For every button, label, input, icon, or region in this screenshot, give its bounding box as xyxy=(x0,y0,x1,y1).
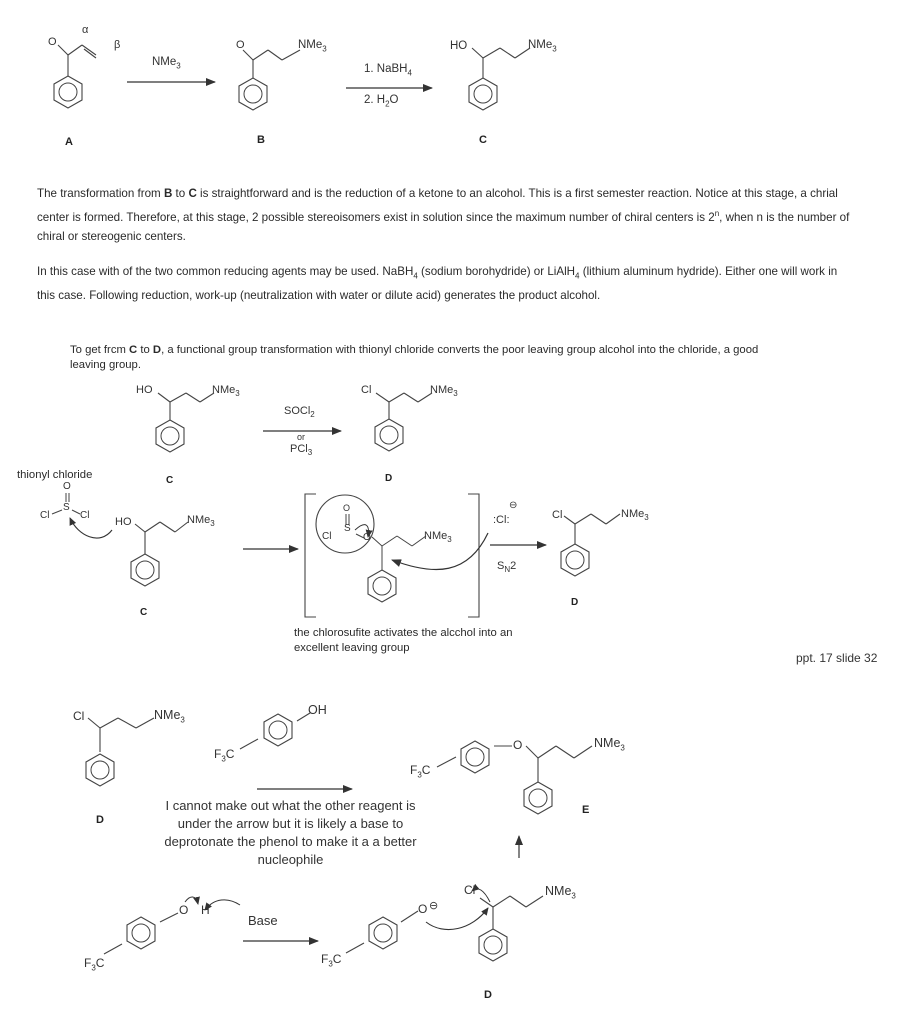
d4-nme3: NMe$_3$ xyxy=(545,884,576,901)
compound-c-structure xyxy=(472,48,530,78)
c-ho: HO xyxy=(450,40,468,52)
d-cl: Cl xyxy=(361,384,372,396)
label-b: B xyxy=(257,134,265,146)
phenol-oh: OH xyxy=(308,703,327,717)
alpha-label: α xyxy=(82,24,89,36)
label-d4: D xyxy=(484,989,492,1001)
phenol2-hydrogen: H xyxy=(201,903,210,917)
label-a: A xyxy=(65,136,73,148)
compound-c-ring xyxy=(469,78,497,110)
compound-b-ring xyxy=(239,78,267,110)
label-c2: C xyxy=(166,475,174,486)
label-c: C xyxy=(479,134,487,146)
phenoxide-charge: ⊖ xyxy=(429,900,439,912)
c3-nme3: NMe$_3$ xyxy=(187,514,215,529)
reduction-step-2: 2. $H_2O$ xyxy=(364,94,399,109)
product-d-nme3: NMe$_3$ xyxy=(621,508,649,523)
compound-e-phenyl-ring xyxy=(524,782,552,814)
compound-d-ring xyxy=(375,419,403,451)
bracket-right xyxy=(468,494,479,617)
cf3-phenol2-ring xyxy=(127,917,155,949)
a-oxygen: O xyxy=(48,36,57,48)
phenol2-oxygen: O xyxy=(179,903,189,917)
curved-arrow-oh-attack xyxy=(70,518,112,538)
base-label: Base xyxy=(248,913,278,928)
socl2-sulfur: S xyxy=(63,502,70,513)
c2-ho: HO xyxy=(136,384,153,396)
product-d-structure xyxy=(564,514,620,544)
compound-d3-structure xyxy=(88,718,154,752)
compound-a-structure xyxy=(58,45,96,76)
beta-label: β xyxy=(114,39,121,51)
compound-a-ring xyxy=(54,76,82,108)
label-product-d: D xyxy=(571,597,579,608)
c-nme3: NMe$_3$ xyxy=(528,39,557,54)
product-d-cl: Cl xyxy=(552,509,563,521)
label-d: D xyxy=(385,473,393,484)
d-nme3: NMe$_3$ xyxy=(430,384,458,399)
phenoxide-cf3: $F_3C$ xyxy=(321,952,342,969)
label-c3: C xyxy=(140,607,148,618)
cf3-phenol-structure xyxy=(240,713,310,749)
e-oxygen: O xyxy=(513,738,523,752)
chlorosulfite-structure xyxy=(346,514,426,570)
compound-c3-structure xyxy=(135,522,188,554)
curved-arrow-deprotonation xyxy=(205,900,240,910)
phenol-cf3: $F_3C$ xyxy=(214,747,235,764)
phenoxide-ring xyxy=(369,917,397,949)
compound-d4-ring xyxy=(479,929,507,961)
compound-d-structure xyxy=(376,393,432,419)
compound-c2-ring xyxy=(156,420,184,452)
cf3-phenol2-structure xyxy=(104,913,178,954)
socl2-cl-left: Cl xyxy=(40,510,50,521)
reagent-or: or xyxy=(297,432,306,442)
label-e: E xyxy=(582,804,590,816)
sn2-label: $S_N2$ xyxy=(497,560,517,575)
d4-cl: Cl xyxy=(464,883,476,897)
reagent-nme3: NMe$_3$ xyxy=(152,56,181,71)
label-d3: D xyxy=(96,814,104,826)
socl2-cl-right: Cl xyxy=(80,510,90,521)
phenol2-cf3: $F_3C$ xyxy=(84,956,105,973)
b-nme3: NMe$_3$ xyxy=(298,39,327,54)
c3-ho: HO xyxy=(115,516,132,528)
phenoxide-oxygen: O xyxy=(418,902,428,916)
compound-b-structure xyxy=(243,50,300,78)
d3-cl: Cl xyxy=(73,709,85,723)
reagent-socl2: SOCl$_2$ xyxy=(284,405,315,420)
compound-c3-ring xyxy=(131,554,159,586)
intermediate-ring xyxy=(368,570,396,602)
int-nme3: NMe$_3$ xyxy=(424,530,452,545)
chloride-ion: :Cl: xyxy=(493,514,510,526)
e-cf3: $F_3C$ xyxy=(410,763,431,780)
d3-nme3: NMe$_3$ xyxy=(154,708,185,725)
paragraph-thionyl: To get frcm C to D, a functional group transformation with thionyl chloride converts the poor leaving group alcohol into the chloride, a good leaving group. xyxy=(70,344,759,371)
thionyl-chloride-label: thionyl chloride xyxy=(17,469,93,481)
int-cl: Cl xyxy=(322,531,332,542)
compound-e-aryl-ring xyxy=(461,741,489,773)
int-sulfur: S xyxy=(344,523,351,534)
reagent-pcl3: PCl$_3$ xyxy=(290,443,313,458)
int-oxygen: O xyxy=(363,532,371,543)
product-d-ring xyxy=(561,544,589,576)
socl2-oxygen: O xyxy=(63,481,71,492)
chloride-charge: ⊖ xyxy=(509,500,518,511)
cf3-phenol-ring xyxy=(264,714,292,746)
e-nme3: NMe$_3$ xyxy=(594,736,625,753)
bracket-left xyxy=(305,494,316,617)
ppt-reference: ppt. 17 slide 32 xyxy=(796,651,878,665)
chlorosulfite-caption: the chlorosufite activates the alcchol into an excellent leaving group xyxy=(294,627,513,654)
compound-d3-ring xyxy=(86,754,114,786)
c2-nme3: NMe$_3$ xyxy=(212,384,240,399)
b-oxygen: O xyxy=(236,39,245,51)
paragraph-reduction: The transformation from B to C is straightforward and is the reduction of a ketone to an alcohol. This is a first semester reaction. Notice at this stage, a chrial center is formed. Therefore, at this stage, 2 possible stereoisomers exist in solution since the maximum number of chiral centers is 2$^n$, when n is the number of chiral or stereogenic centers. xyxy=(37,187,850,243)
compound-c2-structure xyxy=(158,393,214,420)
paragraph-reducing-agents: In this case with of the two common reducing agents may be used. NaBH$_4$ (sodium borohydride) or LiAlH$_4$ (lithium aluminum hydride). Either one will work in this case. Following reduction, work-up (neutralization with water or dilute acid) generates the product alcohol. xyxy=(37,265,838,302)
reduction-step-1: 1. NaBH$_4$ xyxy=(364,63,412,78)
int-oxygen-top: O xyxy=(343,503,351,513)
reagent-note: I cannot make out what the other reagent is under the arrow but it is likely a base to deprotonate the phenol to make it a a better nucleophile xyxy=(164,798,417,867)
